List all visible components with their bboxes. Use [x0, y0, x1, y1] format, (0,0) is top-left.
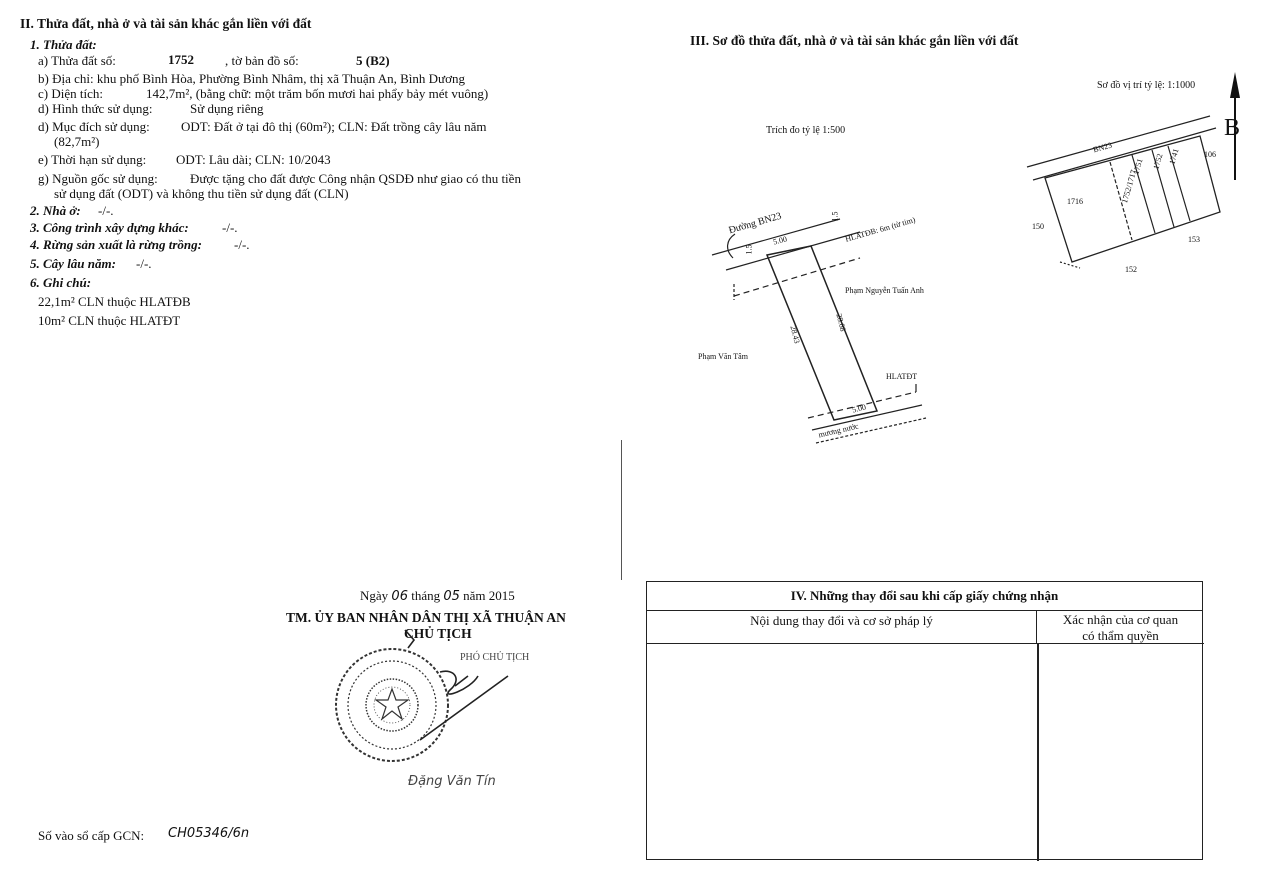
loc-n150: 150: [1032, 222, 1044, 231]
changes-table: [646, 581, 1203, 860]
section-iii-title: III. Sơ đồ thửa đất, nhà ở và tài sản khác gắn liền với đất: [690, 33, 1019, 48]
loc-p3-label: 1741: [1167, 147, 1181, 166]
dim-bottom-label: 5.00: [851, 402, 867, 415]
perennial-value: -/-.: [136, 256, 152, 271]
loc-n153: 153: [1188, 235, 1200, 244]
dim-right-label: 28.68: [834, 312, 848, 333]
other-works-value: -/-.: [222, 220, 238, 235]
loc-n106: 106: [1204, 150, 1216, 159]
owner-right-label: Phạm Nguyễn Tuấn Anh: [845, 286, 924, 295]
use-purpose-cont: (82,7m²): [54, 134, 100, 149]
signer-role: CHỦ TỊCH: [404, 626, 472, 641]
dim-left-label: 28.43: [788, 324, 802, 345]
notes-heading: 6. Ghi chú:: [30, 275, 92, 290]
issue-year: 2015: [488, 588, 515, 603]
use-purpose-label: d) Mục đích sử dụng:: [38, 119, 150, 134]
year-prefix: năm: [463, 588, 486, 603]
dim-top-label: 5.00: [772, 234, 788, 247]
area-value: 142,7m², (bằng chữ: một trăm bốn mươi hai phẩy bảy mét vuông): [146, 86, 489, 101]
north-arrow-icon: [1230, 72, 1240, 180]
use-form-label: d) Hình thức sử dụng:: [38, 101, 153, 116]
origin-value: Được tặng cho đất được Công nhận QSDĐ như giao có thu tiền: [190, 171, 521, 186]
registration-number: CH05346/6n: [168, 826, 250, 841]
dim-tiny-label-2: 1.5: [830, 211, 840, 222]
parcel-number-label: a) Thửa đất số:: [38, 53, 116, 68]
deputy-role: PHÓ CHỦ TỊCH: [460, 652, 530, 663]
area-label: c) Diện tích:: [38, 86, 103, 101]
changes-content-header: Nội dung thay đổi và cơ sở pháp lý: [647, 610, 1037, 644]
loc-n152: 152: [1125, 265, 1137, 274]
use-term-value: ODT: Lâu dài; CLN: 10/2043: [176, 152, 331, 167]
loc-p1-label: 1751: [1131, 157, 1145, 176]
use-purpose-value: ODT: Đất ở tại đô thị (60m²); CLN: Đất trồng cây lâu năm: [181, 119, 487, 134]
loc-mid-label: 1752/1717: [1120, 168, 1139, 205]
origin-cont: sử dụng đất (ODT) và không thu tiền sử dụng đất (CLN): [54, 186, 349, 201]
forest-heading: 4. Rừng sản xuất là rừng trồng:: [30, 237, 202, 252]
road-label: Đường BN23: [727, 210, 783, 237]
date-prefix: Ngày: [360, 588, 389, 603]
hlatdb-label: HLATĐB: 6m (từ tim): [844, 215, 917, 244]
origin-label: g) Nguồn gốc sử dụng:: [38, 171, 158, 186]
house-value: -/-.: [98, 203, 114, 218]
section-iv-title: IV. Những thay đổi sau khi cấp giấy chứng nhận: [647, 582, 1202, 611]
note-line-2: 10m² CLN thuộc HLATĐT: [38, 313, 181, 328]
address-line: b) Địa chỉ: khu phố Bình Hòa, Phường Bình Nhâm, thị xã Thuận An, Bình Dương: [38, 71, 465, 86]
owner-left-label: Phạm Văn Tâm: [698, 352, 748, 361]
other-works-heading: 3. Công trình xây dựng khác:: [30, 220, 189, 235]
issue-day: 06: [391, 589, 408, 604]
authority-header-line-2: có thẩm quyền: [1082, 628, 1159, 643]
issue-month: 05: [443, 589, 460, 604]
issuing-authority: TM. ỦY BAN NHÂN DÂN THỊ XÃ THUẬN AN: [286, 610, 566, 625]
month-prefix: tháng: [411, 588, 441, 603]
canal-label: mương nước: [817, 421, 860, 440]
authority-header-line-1: Xác nhận của cơ quan: [1062, 612, 1179, 627]
use-form-value: Sử dụng riêng: [190, 101, 264, 116]
table-column-divider: [1037, 644, 1039, 861]
north-label: B: [1224, 115, 1241, 141]
center-divider: [621, 440, 622, 580]
note-line-1: 22,1m² CLN thuộc HLATĐB: [38, 294, 191, 309]
section-ii-title: II. Thửa đất, nhà ở và tài sản khác gắn liền với đất: [20, 16, 312, 31]
registration-label: Số vào sổ cấp GCN:: [38, 828, 145, 843]
parcel-heading: 1. Thửa đất:: [30, 37, 97, 52]
signer-name: Đặng Văn Tín: [408, 774, 496, 789]
forest-value: -/-.: [234, 237, 250, 252]
house-heading: 2. Nhà ở:: [30, 203, 81, 218]
map-sheet-label: , tờ bản đồ số:: [225, 53, 299, 68]
loc-p2-label: 1752: [1151, 152, 1165, 171]
parcel-number: 1752: [168, 52, 194, 67]
authority-confirm-header: [1037, 610, 1204, 644]
dim-tiny-label: 1.5: [744, 244, 754, 255]
hlatdt-label: HLATĐT: [886, 372, 918, 381]
use-term-label: e) Thời hạn sử dụng:: [38, 152, 147, 167]
perennial-heading: 5. Cây lâu năm:: [30, 256, 116, 271]
extract-scale: Trích đo tỷ lệ 1:500: [766, 125, 846, 136]
location-scale: Sơ đồ vị trí tỷ lệ: 1:1000: [1097, 80, 1196, 91]
loc-road-label: BN23: [1092, 140, 1113, 155]
map-sheet-number: 5 (B2): [356, 53, 390, 68]
loc-parcel-label: 1716: [1067, 197, 1083, 206]
